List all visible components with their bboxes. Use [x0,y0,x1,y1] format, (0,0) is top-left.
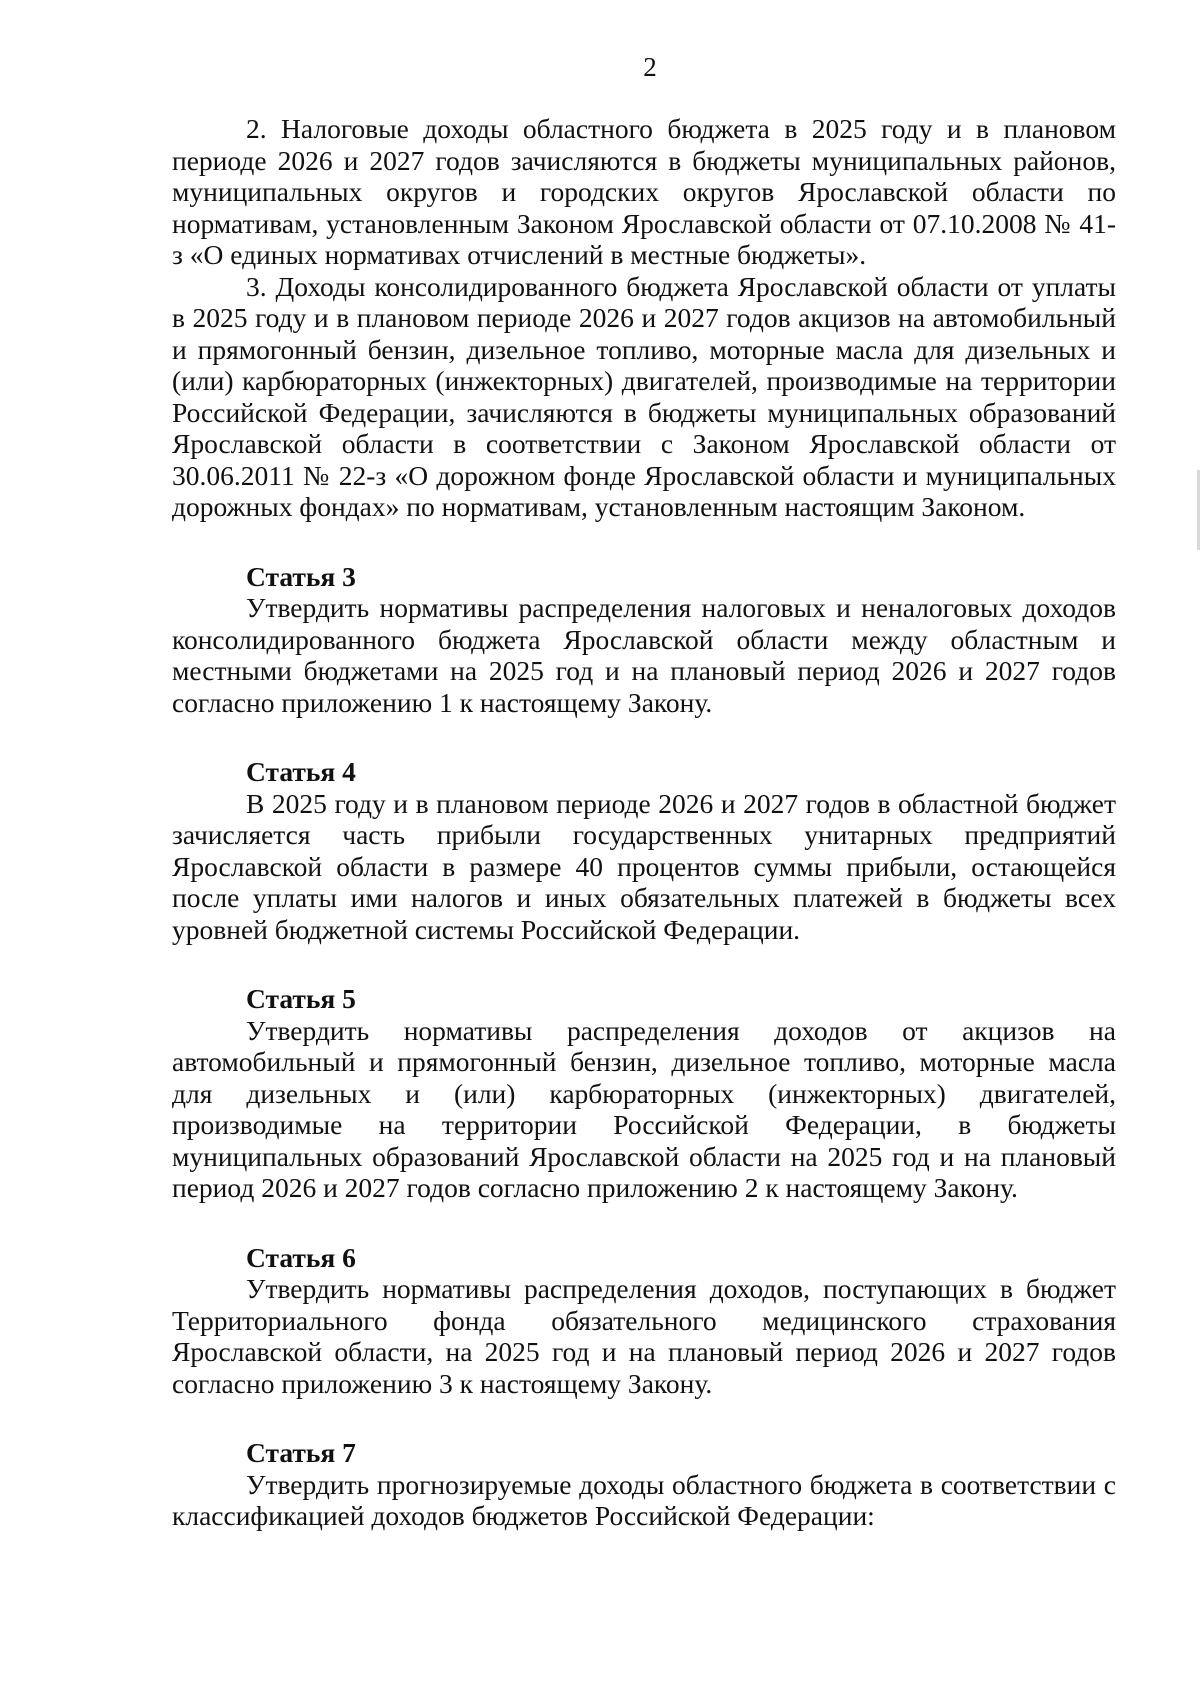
article-text: Утвердить прогнозируемые доходы областного бюджета в соответствии с классификацией доходов бюджетов Российской Федерации: [172,1468,1116,1531]
article-7 [172,1437,1116,1532]
article-text: Утвердить нормативы распределения доходов, поступающих в бюджет Территориального фонда обязательного медицинского страхования Ярославской области, на 2025 год и на плановый период 2026 и 2027 годов согласно приложению 3 к настоящему Закону. [172,1273,1116,1399]
article-heading: Статья 6 [246,1241,356,1273]
article-4 [172,756,1116,945]
article-heading: Статья 7 [246,1437,356,1468]
page-number: 2 [643,52,657,82]
article-heading: Статья 5 [246,983,356,1014]
article-heading: Статья 3 [246,560,356,592]
article-3 [172,561,1116,719]
article-text: Утвердить нормативы распределения налоговых и неналоговых доходов консолидированного бюджета Ярославской области между областным и местными бюджетами на 2025 год и на плановый период 2026 и 2027 годов согласно приложению 1 к настоящему Закону. [172,592,1116,718]
article-text: В 2025 году и в плановом периоде 2026 и 2027 годов в областной бюджет зачисляется часть прибыли государственных унитарных предприятий Ярославской области в размере 40 процентов суммы прибыли, остающейся после уплаты ими налогов и иных обязательных платежей в бюджеты всех уровней бюджетной системы Российской Федерации. [172,787,1116,945]
paragraph-2: 2. Налоговые доходы областного бюджета в 2025 году и в плановом периоде 2026 и 2027 годов зачисляются в бюджеты муниципальных районов, муниципальных округов и городских округов Ярославской области по нормативам, установленным Законом Ярославской области от 07.10.2008 № 41-з «О единых нормативах отчислений в местные бюджеты». [172,113,1116,270]
article-5 [172,983,1116,1204]
article-heading: Статья 4 [246,756,356,787]
document-body [172,113,1116,1532]
paragraph-3: 3. Доходы консолидированного бюджета Ярославской области от уплаты в 2025 году и в плановом периоде 2026 и 2027 годов акцизов на автомобильный и прямогонный бензин, дизельное топливо, моторные масла для дизельных и (или) карбюраторных (инжекторных) двигателей, производимые на территории Российской Федерации, зачисляются в бюджеты муниципальных образований Ярославской области в соответствии с Законом Ярославской области от 30.06.2011 № 22-з «О дорожном фонде Ярославской области и муниципальных дорожных фондах» по нормативам, установленным настоящим Законом. [172,270,1116,522]
article-text: Утвердить нормативы распределения доходов от акцизов на автомобильный и прямогонный бензин, дизельное топливо, моторные масла для дизельных и (или) карбюраторных (инжекторных) двигателей, производимые на территории Российской Федерации, в бюджеты муниципальных образований Ярославской области на 2025 год и на плановый период 2026 и 2027 годов согласно приложению 2 к настоящему Закону. [172,1014,1116,1203]
article-6 [172,1242,1116,1400]
